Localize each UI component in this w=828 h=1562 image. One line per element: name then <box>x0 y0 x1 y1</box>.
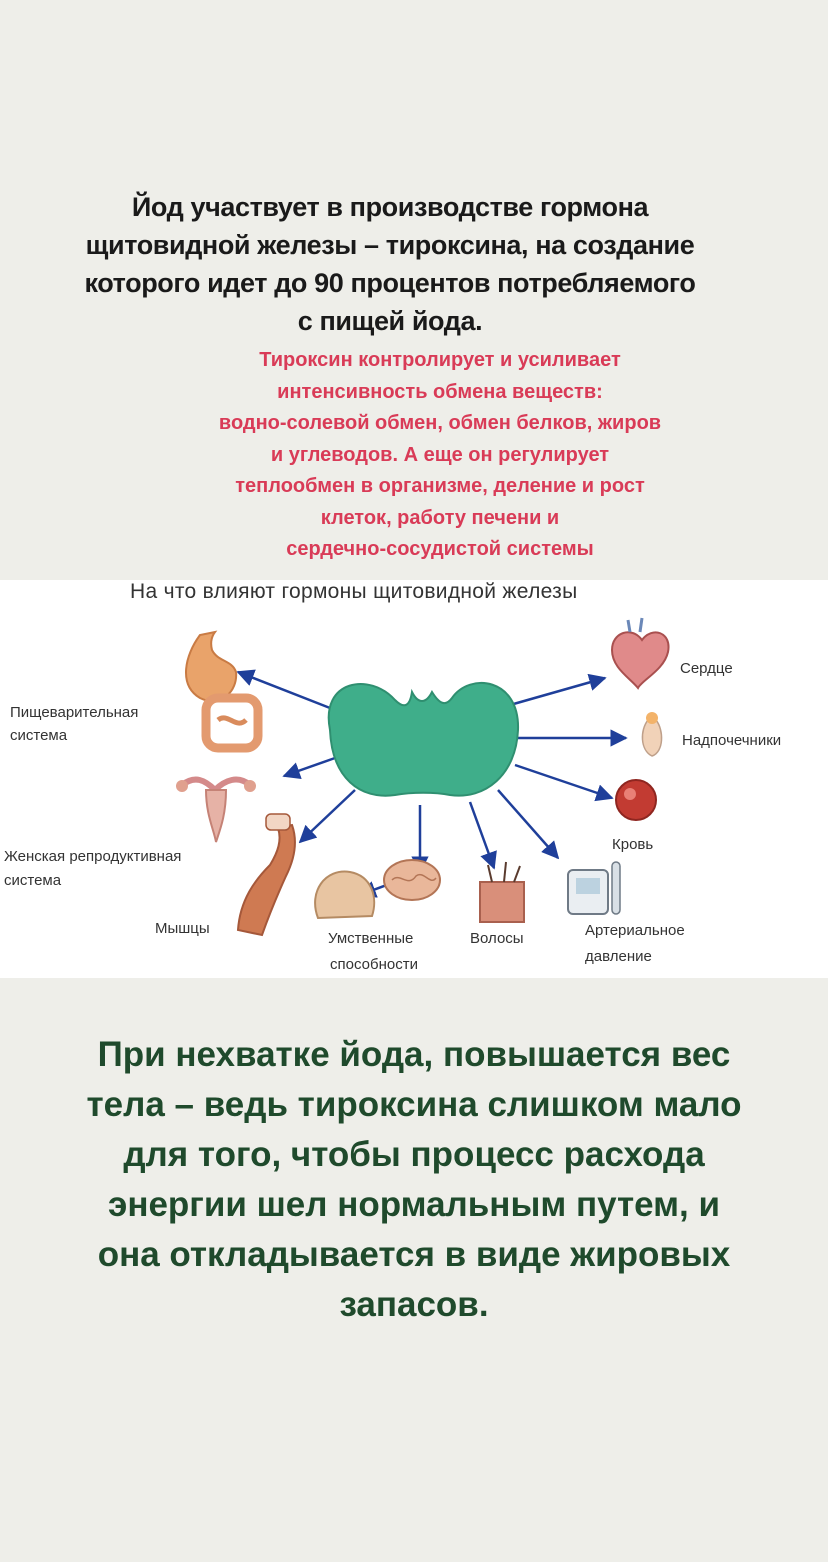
label-hair: Волосы <box>470 930 524 947</box>
thyroxine-line: теплообмен в организме, деление и рост <box>235 475 645 497</box>
blood-icon <box>616 780 656 820</box>
intro-line: с пищей йода. <box>297 306 483 336</box>
thyroid-diagram <box>0 580 828 978</box>
arrow-heart <box>510 678 605 705</box>
arrow-reproductive <box>284 758 335 776</box>
intro-line: которого идет до 90 процентов потребляемого <box>84 268 696 298</box>
label-adrenals: Надпочечники <box>682 732 782 749</box>
thyroxine-line: Тироксин контролирует и усиливает <box>259 349 621 371</box>
arrow-muscles <box>300 790 355 842</box>
label-mental: Умственные <box>328 930 414 947</box>
thyroxine-line: сердечно-сосудистой системы <box>286 538 594 560</box>
label-heart: Сердце <box>680 660 733 677</box>
label-pressure: давление <box>585 948 652 965</box>
diagram-title: На что влияют гормоны щитовидной железы <box>130 580 578 603</box>
deficit-line: запасов. <box>339 1285 489 1324</box>
uterus-icon <box>176 780 256 842</box>
heart-icon <box>612 618 669 688</box>
label-digestive: система <box>10 727 68 744</box>
label-blood: Кровь <box>612 836 654 853</box>
deficit-line: тела – ведь тироксина слишком мало <box>86 1085 742 1124</box>
thyroxine-line: водно-солевой обмен, обмен белков, жиров <box>218 412 662 434</box>
muscle-arm-icon <box>238 814 295 935</box>
intro-line: щитовидной железы – тироксина, на создание <box>85 230 695 260</box>
adrenal-icon <box>642 712 661 756</box>
label-muscles: Мышцы <box>155 920 210 937</box>
deficit-line: она откладывается в виде жировых <box>97 1235 731 1274</box>
label-digestive: Пищеварительная <box>10 704 139 721</box>
intro-line: Йод участвует в производстве гормона <box>131 192 649 222</box>
deficit-line: для того, чтобы процесс расхода <box>123 1135 705 1174</box>
arrow-hair <box>470 802 494 868</box>
thyroxine-line: клеток, работу печени и <box>320 506 560 529</box>
diagram-graphics <box>0 580 828 978</box>
label-mental: способности <box>330 956 418 973</box>
thyroxine-text <box>110 345 770 566</box>
label-pressure: Артериальное <box>585 922 685 939</box>
deficit-line: При нехватке йода, повышается вес <box>97 1035 731 1074</box>
arrow-pressure <box>498 790 558 858</box>
label-reproductive: система <box>4 872 62 889</box>
deficit-line: энергии шел нормальным путем, и <box>107 1185 720 1224</box>
blood-pressure-icon <box>568 862 620 914</box>
hair-skin-icon <box>480 862 524 922</box>
stomach-icon <box>186 632 236 701</box>
deficit-text <box>30 1030 798 1330</box>
label-reproductive: Женская репродуктивная <box>4 848 182 865</box>
intestine-icon <box>206 698 258 748</box>
thyroid-gland <box>329 683 518 796</box>
arrow-blood <box>515 765 612 798</box>
intro-text <box>20 188 760 340</box>
thyroxine-line: и углеводов. А еще он регулирует <box>270 443 610 466</box>
thyroxine-line: интенсивность обмена веществ: <box>277 380 603 403</box>
